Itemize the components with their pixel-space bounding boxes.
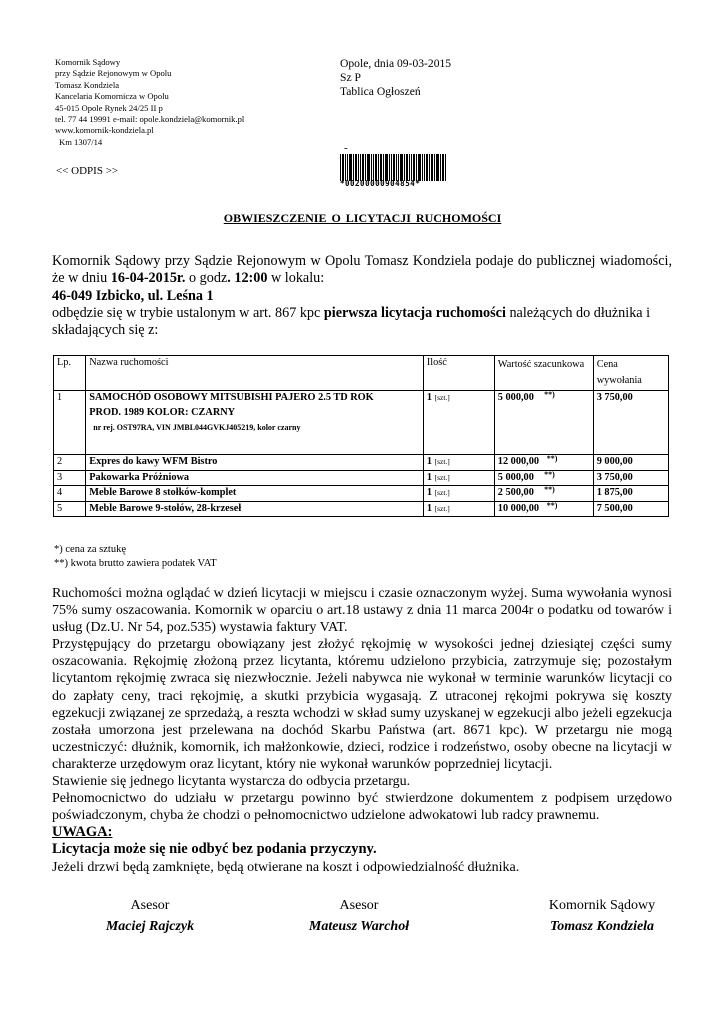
value-footnote-mark: **) <box>546 500 558 510</box>
auction-location <box>52 288 672 305</box>
value-amount: 5 000,00 <box>497 392 534 403</box>
cell-value <box>494 501 593 517</box>
cell-price: 9 000,00 <box>593 455 668 471</box>
footnote: **) kwota brutto zawiera podatek VAT <box>54 557 217 569</box>
items-table <box>53 355 669 517</box>
intro-text: odbędzie się w trybie ustalonym w art. 867 kpc <box>52 304 324 321</box>
cell-price: 3 750,00 <box>593 470 668 486</box>
table-header-row <box>54 356 669 391</box>
qty-value: 1 <box>426 487 432 498</box>
sender-line: przy Sądzie Rejonowym w Opolu <box>55 68 172 79</box>
signature-name: Maciej Rajczyk <box>105 919 195 934</box>
cell-name: Pakowarka Próżniowa <box>86 470 424 486</box>
cell-lp: 1 <box>54 391 86 455</box>
cell-qty <box>423 455 494 471</box>
salutation: Sz P <box>340 70 361 84</box>
sender-line: tel. 77 44 19991 e-mail: opole.kondziela@komornik.pl <box>55 114 245 125</box>
cell-name: Meble Barowe 8 stołków-komplet <box>86 486 424 502</box>
intro-text: w lokalu: <box>267 270 325 287</box>
cell-qty <box>423 391 494 455</box>
cell-name: Expres do kawy WFM Bistro <box>86 455 424 471</box>
header-qty: Ilość <box>423 356 494 391</box>
cell-lp: 5 <box>54 501 86 517</box>
table-row <box>54 391 669 455</box>
item-name: SAMOCHÓD OSOBOWY MITSUBISHI PAJERO 2.5 TD ROK <box>89 392 374 403</box>
barcode-number: *00200000904854* <box>340 179 421 188</box>
cell-lp: 2 <box>54 455 86 471</box>
signature-block <box>82 898 218 935</box>
table-row <box>54 455 669 471</box>
barcode-bars <box>340 154 446 181</box>
intro-paragraph-2 <box>52 305 672 340</box>
signature-block <box>532 898 672 935</box>
case-number: Km 1307/14 <box>59 136 103 147</box>
table-row <box>54 501 669 517</box>
cell-qty <box>423 501 494 517</box>
value-amount: 10 000,00 <box>497 502 539 514</box>
terms-paragraph: Stawienie się jednego licytanta wystarcza do odbycia przetargu. <box>52 774 411 790</box>
terms-paragraph: Pełnomocnictwo do udziału w przetargu powinno być stwierdzone dokumentem z podpisem urzędowo poświadczonym, chyba że chodzi o pełnomocnictwo udzielone adwokatowi lub radcy prawnemu. <box>52 791 672 824</box>
auction-time: . 12:00 <box>227 270 268 287</box>
qty-unit: [szt.] <box>434 488 450 497</box>
cell-name <box>86 391 424 455</box>
footnotes <box>54 543 217 570</box>
signature-role: Asesor <box>130 898 170 913</box>
intro-text: o godz <box>185 270 228 287</box>
cell-price: 1 875,00 <box>593 486 668 502</box>
terms-paragraph: Przystępujący do przetargu obowiązany jest złożyć rękojmię w wysokości jednej dziesiątej części sumy oszacowania. Rękojmię złożoną przez licytanta, któremu udzielono przybicia, zatrzymuje się; pozostałym licytantom rękojmię zwraca się niezwłocznie. Jeżeli nabywca nie wykonał w terminie warunków licytacji co do zapłaty ceny, traci rękojmię, a skutki przybicia wygasają. Z utraconej rękojmi pokrywa się koszty egzekucji związanej ze sprzedażą, a reszta wchodzi w skład sumy uzyskanej w egzekucji albo jeżeli egzekucja została umorzona jest przelewana na dochód Skarbu Państwa (art. 8671 kpc). W przetargu nie mogą uczestniczyć: dłużnik, komornik, ich małżonkowie, dzieci, rodzice i rodzeństwo, osoby obecne na licytacji w charakterze urzędowym oraz licytant, który nie wykonał warunków poprzedniej licytacji. <box>52 637 672 772</box>
header-value: Wartość szacunkowa <box>494 356 593 391</box>
sender-line: Kancelaria Komornicza w Opolu <box>55 91 169 102</box>
cell-value <box>494 391 593 455</box>
value-footnote-mark: **) <box>544 469 555 479</box>
warning-heading: UWAGA: <box>52 824 113 841</box>
signature-block <box>289 898 429 935</box>
sender-address-block <box>55 57 244 148</box>
qty-unit: [szt.] <box>434 472 450 482</box>
terms-paragraph: Jeżeli drzwi będą zamknięte, będą otwierane na koszt i odpowiedzialność dłużnika. <box>52 859 520 875</box>
signature-name: Mateusz Warchoł <box>308 919 410 934</box>
footnote: *) cena za sztukę <box>54 544 126 555</box>
auction-type: pierwsza licytacja ruchomości <box>323 304 506 321</box>
qty-value: 1 <box>426 502 432 514</box>
qty-unit: [szt.] <box>434 457 450 466</box>
terms-section <box>52 585 672 876</box>
location-text: 46-049 Izbicko, ul. Leśna 1 <box>52 287 214 304</box>
header-name: Nazwa ruchomości <box>86 356 424 391</box>
place-date: Opole, dnia 09-03-2015 <box>340 57 452 70</box>
place-date-block <box>340 57 451 99</box>
sender-line: Komornik Sądowy <box>55 57 121 67</box>
item-name-line2: PROD. 1989 KOLOR: CZARNY <box>89 406 236 418</box>
sender-line: www.komornik-kondziela.pl <box>55 125 154 136</box>
document-title: OBWIESZCZENIE O LICYTACJI RUCHOMOŚCI <box>223 211 502 225</box>
auction-date: 16-04-2015r. <box>110 270 186 287</box>
signature-role: Asesor <box>339 898 379 913</box>
value-amount: 12 000,00 <box>497 456 539 467</box>
intro-text: należących do dłużnika i składających się z: <box>52 304 651 339</box>
cell-name: Meble Barowe 9-stołów, 28-krzeseł <box>86 501 424 517</box>
cell-qty <box>423 486 494 502</box>
table-row <box>54 486 669 502</box>
value-amount: 5 000,00 <box>497 471 534 483</box>
copy-marker: << ODPIS >> <box>56 165 119 177</box>
cell-value <box>494 470 593 486</box>
value-amount: 2 500,00 <box>497 487 534 498</box>
cell-price: 7 500,00 <box>593 501 668 517</box>
sender-line: Tomasz Kondziela <box>55 79 120 90</box>
intro-paragraph <box>52 253 672 288</box>
value-footnote-mark: **) <box>544 485 555 494</box>
dash-mark: - <box>344 142 348 154</box>
item-details: nr rej. OST97RA, VIN JMBL044GVKJ405219, kolor czarny <box>93 423 301 432</box>
qty-unit: [szt.] <box>434 503 450 513</box>
table-row <box>54 470 669 486</box>
intro-section <box>52 253 672 339</box>
cell-lp: 3 <box>54 470 86 486</box>
qty-value: 1 <box>426 456 432 467</box>
signature-role: Komornik Sądowy <box>548 898 656 913</box>
header-price: Cena wywołania <box>593 356 668 391</box>
sender-line: 45-015 Opole Rynek 24/25 II p <box>55 102 163 113</box>
recipient: Tablica Ogłoszeń <box>340 85 421 99</box>
cell-value <box>494 455 593 471</box>
qty-value: 1 <box>426 392 432 403</box>
cell-qty <box>423 470 494 486</box>
qty-unit: [szt.] <box>434 393 450 402</box>
qty-value: 1 <box>426 471 432 483</box>
cell-price: 3 750,00 <box>593 391 668 455</box>
value-footnote-mark: **) <box>544 390 555 399</box>
cell-lp: 4 <box>54 486 86 502</box>
barcode <box>340 154 446 190</box>
warning-text: Licytacja może się nie odbyć bez podania przyczyny. <box>52 841 377 858</box>
signature-name: Tomasz Kondziela <box>549 919 655 934</box>
terms-paragraph: Ruchomości można oglądać w dzień licytacji w miejscu i czasie oznaczonym wyżej. Suma wywołania wynosi 75% sumy oszacowania. Komornik w oparciu o art.18 ustawy z dnia 11 marca 2004r o podatku od towarów i usług (Dz.U. Nr 54, poz.535) wystawia faktury VAT. <box>52 586 672 636</box>
value-footnote-mark: **) <box>546 454 558 463</box>
intro-text: Komornik Sądowy przy Sądzie Rejonowym w Opolu Tomasz Kondziela podaje do publicznej wiadomości, że w dniu <box>52 253 672 287</box>
header-lp: Lp. <box>54 356 86 391</box>
cell-value <box>494 486 593 502</box>
